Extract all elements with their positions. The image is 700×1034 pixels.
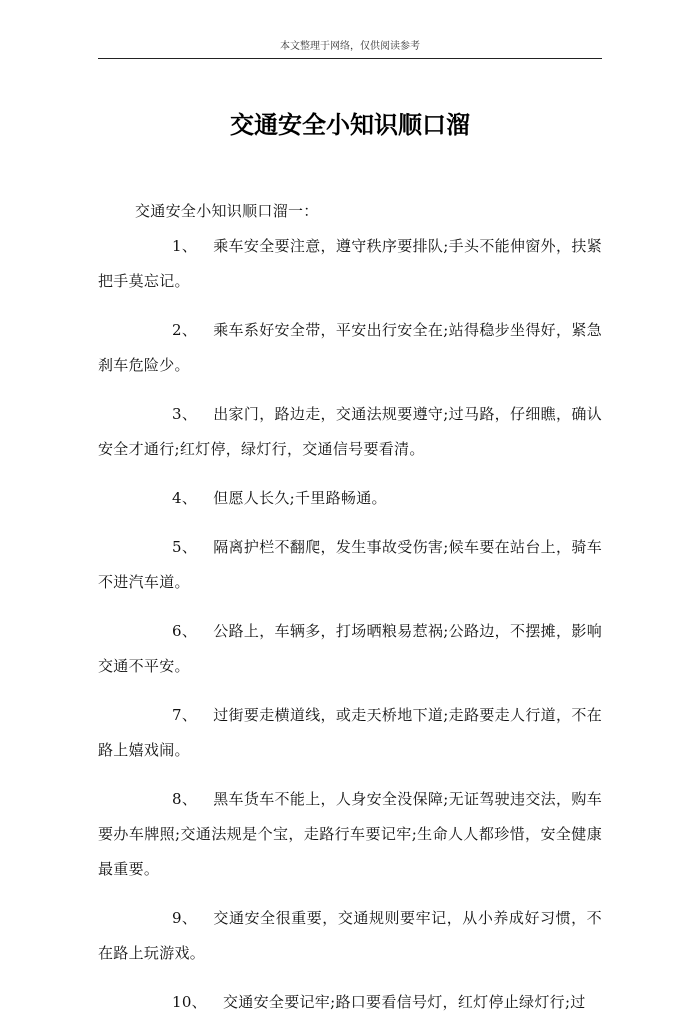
item-number: 4、	[172, 489, 198, 507]
list-item	[98, 481, 602, 516]
item-number: 7、	[172, 706, 198, 724]
item-text: 交通安全要记牢;路口要看信号灯，红灯停止绿灯行;过	[223, 993, 586, 1011]
item-text: 交通安全很重要，交通规则要牢记，从小养成好习惯，不在路上玩游戏。	[98, 909, 602, 962]
list-item	[98, 397, 602, 467]
item-text: 过街要走横道线，或走天桥地下道;走路要走人行道，不在路上嬉戏闹。	[98, 706, 602, 759]
item-text: 乘车系好安全带，平安出行安全在;站得稳步坐得好，紧急刹车危险少。	[98, 321, 602, 374]
item-number: 5、	[172, 538, 198, 556]
item-number: 2、	[172, 321, 198, 339]
item-number: 3、	[172, 405, 198, 423]
document-body	[98, 194, 602, 1034]
list-item	[98, 614, 602, 684]
item-number: 10、	[172, 993, 207, 1011]
page-header-note: 本文整理于网络，仅供阅读参考	[280, 41, 420, 52]
item-text: 但愿人长久;千里路畅通。	[213, 489, 387, 507]
list-item	[98, 901, 602, 971]
item-text: 公路上，车辆多，打场晒粮易惹祸;公路边，不摆摊，影响交通不平安。	[98, 622, 602, 675]
header-divider	[98, 58, 602, 59]
item-number: 8、	[172, 790, 198, 808]
document-title: 交通安全小知识顺口溜	[230, 111, 470, 139]
list-item	[98, 782, 602, 887]
intro-line: 交通安全小知识顺口溜一：	[135, 202, 319, 220]
item-number: 9、	[172, 909, 198, 927]
item-text: 乘车安全要注意，遵守秩序要排队;手头不能伸窗外，扶紧把手莫忘记。	[98, 237, 602, 290]
list-item	[98, 313, 602, 383]
list-item	[98, 530, 602, 600]
list-item	[98, 698, 602, 768]
item-number: 1、	[172, 237, 198, 255]
item-text: 黑车货车不能上，人身安全没保障;无证驾驶违交法，购车要办车牌照;交通法规是个宝，走路行车要记牢;生命人人都珍惜，安全健康最重要。	[98, 790, 602, 878]
list-item	[98, 229, 602, 299]
item-number: 6、	[172, 622, 198, 640]
item-text: 隔离护栏不翻爬，发生事故受伤害;候车要在站台上，骑车不进汽车道。	[98, 538, 602, 591]
list-item	[98, 985, 602, 1020]
item-text: 出家门，路边走，交通法规要遵守;过马路，仔细瞧，确认安全才通行;红灯停，绿灯行，交通信号要看清。	[98, 405, 602, 458]
